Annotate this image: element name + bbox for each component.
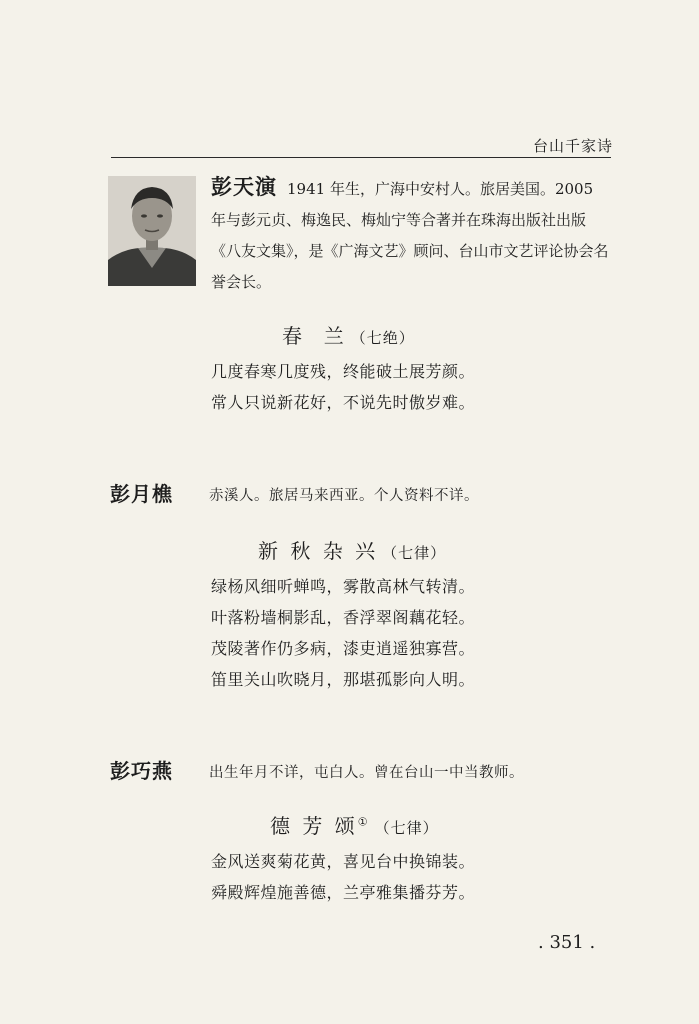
footnote-mark: ① xyxy=(357,815,371,829)
author-bio: 1941 年生，广海中安村人。旅居美国。2005 年与彭元贞、梅逸民、梅灿宁等合著并在珠海出版社出版《八友文集》，是《广海文艺》顾问、台山市文艺评论协会名誉会长。 xyxy=(211,180,609,291)
verse-line: 茂陵著作仍多病，漆吏逍遥独寡营。 xyxy=(211,639,476,658)
poem-verse xyxy=(211,846,475,908)
portrait-photo-icon xyxy=(108,176,196,286)
verse-line: 常人只说新花好，不说先时傲岁难。 xyxy=(211,393,476,412)
header-rule xyxy=(111,157,611,158)
poem-verse xyxy=(211,356,475,418)
verse-line: 绿杨风细听蝉鸣，雾散高林气转清。 xyxy=(211,577,476,596)
author-name: 彭月樵 xyxy=(110,482,173,506)
poem-title-text: 春 兰 xyxy=(282,324,347,348)
poem-title-text: 新 秋 杂 兴 xyxy=(258,539,379,563)
page-number: . 351 . xyxy=(538,932,596,953)
author-bio-paragraph xyxy=(211,171,611,298)
running-header: 台山千家诗 xyxy=(532,137,613,155)
verse-line: 舜殿辉煌施善德，兰亭雅集播芬芳。 xyxy=(211,883,476,902)
verse-line: 叶落粉墙桐影乱，香浮翠阁藕花轻。 xyxy=(211,608,476,627)
poem-title xyxy=(282,320,415,349)
poem-form: （七律） xyxy=(374,819,439,837)
author-bio: 赤溪人。旅居马来西亚。个人资料不详。 xyxy=(209,488,479,504)
poem-form: （七绝） xyxy=(350,329,415,347)
author-name: 彭天演 xyxy=(211,174,277,199)
poem-title xyxy=(258,535,446,564)
verse-line: 金风送爽菊花黄，喜见台中换锦装。 xyxy=(211,852,476,871)
poem-title xyxy=(270,810,439,839)
verse-line: 笛里关山吹晓月，那堪孤影向人明。 xyxy=(211,670,476,689)
author-name: 彭巧燕 xyxy=(110,759,173,783)
author-portrait xyxy=(108,176,196,286)
poem-title-text: 德 芳 颂 xyxy=(270,814,358,838)
author-bio: 出生年月不详，屯白人。曾在台山一中当教师。 xyxy=(209,765,524,781)
verse-line: 几度春寒几度残，终能破土展芳颜。 xyxy=(211,362,476,381)
poem-verse xyxy=(211,571,475,695)
poem-form: （七律） xyxy=(382,544,447,562)
